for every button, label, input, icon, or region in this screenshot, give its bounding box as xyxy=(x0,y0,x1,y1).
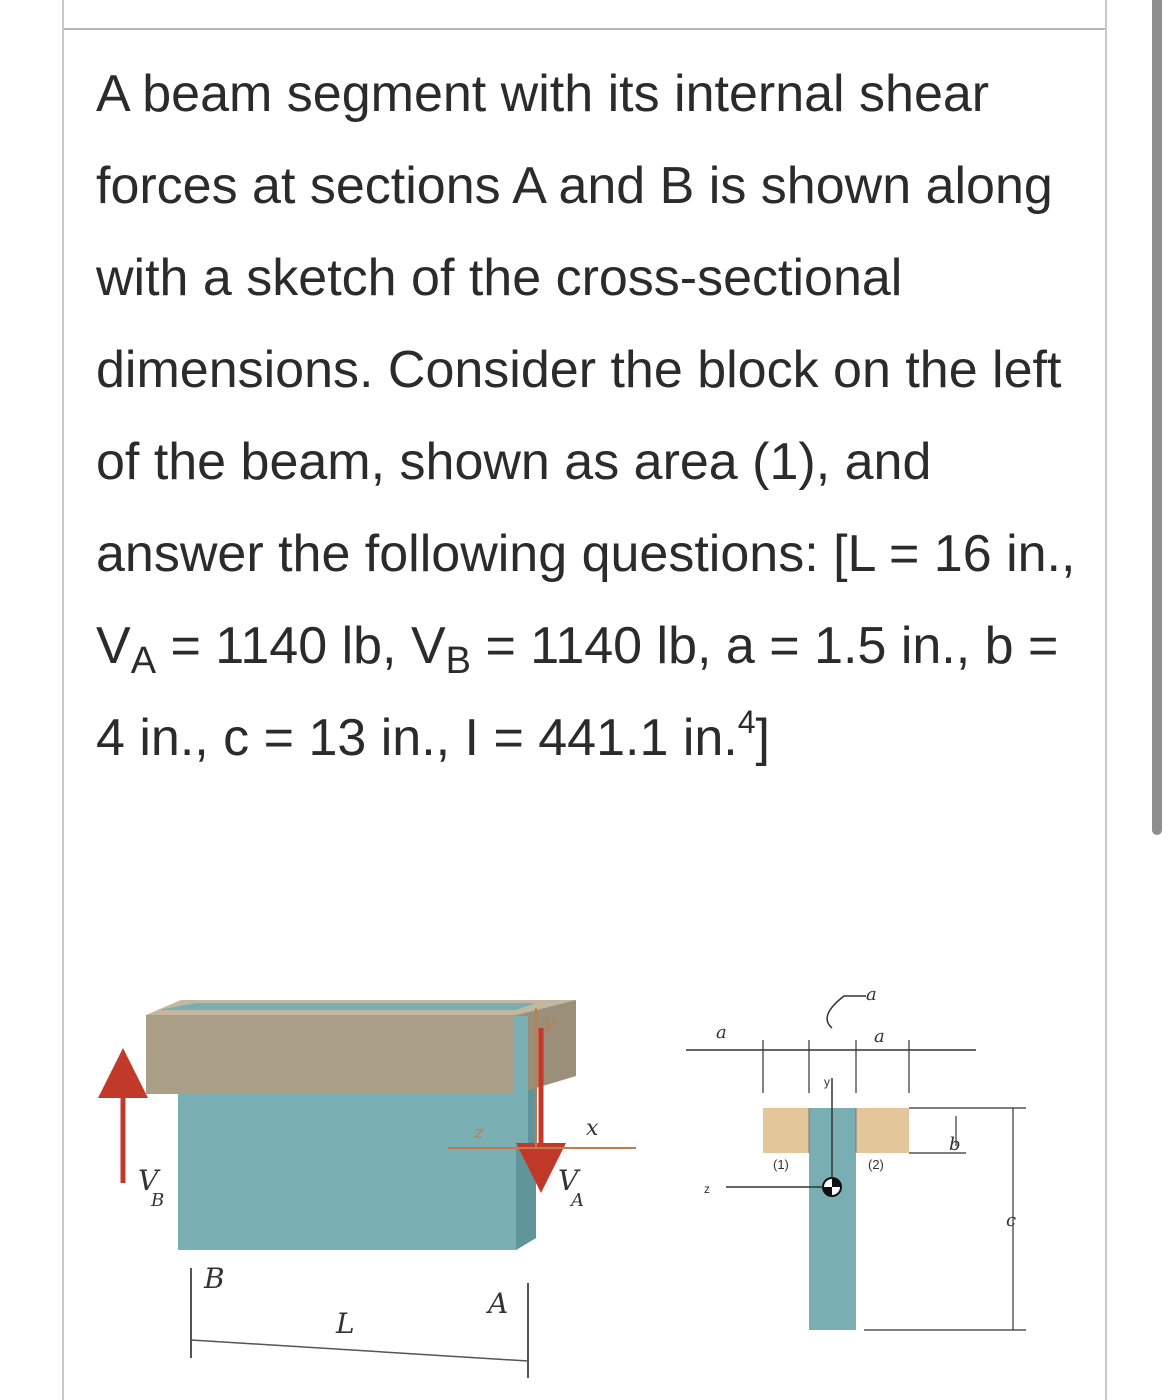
a-section-label: A xyxy=(488,1287,509,1320)
y-axis-label: y xyxy=(544,1012,555,1033)
subscript-b: B xyxy=(445,640,471,682)
question-part-4: ] xyxy=(755,709,770,767)
vb-label-sub: B xyxy=(151,1190,165,1211)
beam-figure xyxy=(96,968,1091,1386)
c-label: c xyxy=(1006,1210,1017,1231)
question-part-2: = 1140 lb, V xyxy=(156,617,446,675)
beam-3d xyxy=(146,1000,576,1250)
area-2-label: (2) xyxy=(868,1157,884,1172)
section-face xyxy=(514,1016,528,1146)
z-axis-label: z xyxy=(474,1122,484,1143)
vb-label: V xyxy=(138,1164,159,1197)
scrollbar[interactable] xyxy=(1152,0,1162,835)
va-label-sub: A xyxy=(571,1190,584,1211)
question-text xyxy=(96,48,1096,784)
question-part-3: = 1140 lb, a = 1.5 in., b = 4 in., c = 13 in., I = 441.1 in. xyxy=(96,617,1059,767)
beam-flange-front xyxy=(146,1015,516,1094)
a-leader xyxy=(827,996,866,1028)
b-section-label: B xyxy=(204,1262,225,1295)
l-dim-line xyxy=(191,1340,528,1361)
cross-section xyxy=(686,984,1026,1330)
va-label: V xyxy=(558,1164,579,1197)
a-left-label: a xyxy=(716,1022,727,1043)
figure-svg xyxy=(96,968,1091,1386)
beam-top-stripe xyxy=(158,1003,536,1010)
x-axis-label: x xyxy=(586,1116,599,1141)
subscript-a: A xyxy=(130,640,157,682)
l-label: L xyxy=(336,1307,355,1340)
card-top-strip xyxy=(64,0,1105,30)
a-top-label: a xyxy=(866,984,877,1005)
area-1-label: (1) xyxy=(773,1157,789,1172)
a-right-label: a xyxy=(874,1026,885,1047)
y-label-section: y xyxy=(824,1075,830,1089)
b-label: b xyxy=(949,1134,961,1155)
superscript-4: 4 xyxy=(737,704,756,740)
question-part-1: A beam segment with its internal shear forces at sections A and B is shown along with a sketch of the cross-sectional dimensions. Consider the block on the left of the beam, shown as area (1), and answer the following questions: [L = 16 in., V xyxy=(96,65,1076,675)
z-label-section: z xyxy=(704,1182,710,1196)
beam-web xyxy=(178,1073,536,1250)
